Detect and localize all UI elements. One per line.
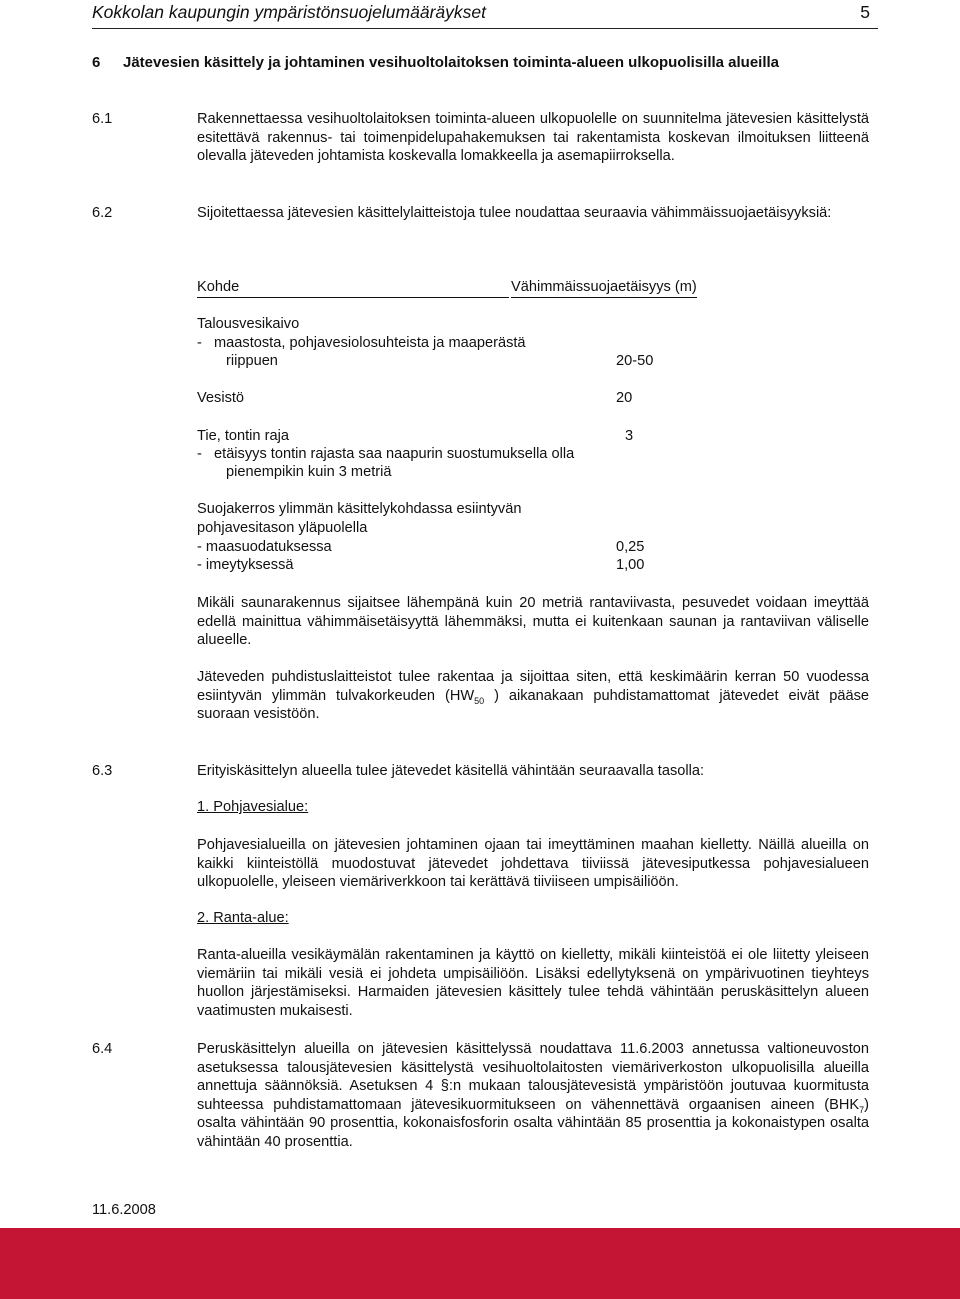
document-title: Kokkolan kaupungin ympäristönsuojelumääräykset bbox=[92, 2, 486, 22]
row-suojakerros-line1: Suojakerros ylimmän käsittelykohdassa esiintyvän bbox=[197, 501, 522, 517]
bhk-subscript: 7 bbox=[859, 1104, 865, 1115]
section-6-4-text: Peruskäsittelyn alueilla on jätevesien käsittelyssä noudattava 11.6.2003 annetussa valtioneuvoston asetuksessa talousjätevesien käsittelystä vesihuoltolaitosten viemäriverkoston ulkopuolisilla alueilla annettuja säännöksiä. Asetuksen 4 §:n mukaan talousjätevesistä ympäristöön joutuvaa kuormitusta suhteessa puhdistamattomaan jätevesikuormitukseen on vähennettävä orgaanisen aineen $(BHK_7)$ osalta vähintään 90 prosenttia, kokonaisfosforin osalta vähintään 85 prosenttia ja kokonaistypen osalta vähintään 40 prosenttia. bbox=[197, 1041, 869, 1150]
row-vesisto-label: Vesistö bbox=[197, 390, 245, 406]
section-6-number: 6 bbox=[92, 54, 101, 71]
section-6-title: Jätevesien käsittely ja johtaminen vesihuoltolaitoksen toiminta-alueen ulkopuolisilla alueilla bbox=[123, 54, 780, 71]
page-header bbox=[92, 0, 878, 29]
row-vesisto-value: 20 bbox=[616, 390, 633, 406]
row-imeytys-value: 1,00 bbox=[616, 557, 645, 573]
bottom-color-bar bbox=[0, 1228, 960, 1299]
row-tie-label: Tie, tontin raja bbox=[197, 428, 289, 444]
row-talousvesikaivo-value: 20-50 bbox=[616, 353, 654, 369]
hw-subscript: 50 bbox=[474, 695, 485, 706]
row-imeytys-label: - imeytyksessä bbox=[197, 557, 294, 573]
row-talousvesikaivo-sub2: riippuen bbox=[226, 353, 278, 369]
row-talousvesikaivo-sub1: - maastosta, pohjavesiolosuhteista ja maaperästä bbox=[197, 335, 526, 351]
section-6-1-text: Rakennettaessa vesihuoltolaitoksen toiminta-alueen ulkopuolelle on suunnitelma jätevesien käsittelystä esitettävä rakennus- tai toimenpidelupahakemuksen tai rakentamista koskevan ilmoituksen liitteenä olevalla jäteveden johtamista koskevalla lomakkeella ja asemapiirroksella. bbox=[197, 111, 869, 164]
page-number: 5 bbox=[860, 2, 870, 22]
section-6-4-number: 6.4 bbox=[92, 1041, 113, 1057]
section-6-3-number: 6.3 bbox=[92, 763, 113, 779]
section-6-2-number: 6.2 bbox=[92, 205, 113, 221]
paragraph-sauna: Mikäli saunarakennus sijaitsee lähempänä kuin 20 metriä rantaviivasta, pesuvedet voidaan imeyttää edellä mainittua vähimmäisetäisyyttä lähemmäksi, mutta ei kuitenkaan saunan ja rantaviivan väliselle alueelle. bbox=[197, 595, 869, 648]
paragraph-ranta-alue: Ranta-alueilla vesikäymälän rakentaminen ja käyttö on kielletty, mikäli kiinteistöä ei ole liitetty yleiseen viemäriin tai mikäli vesiä ei johdeta umpisäiliöön. Lisäksi edellytyksenä on ympärivuotinen tieyhteys huollon järjestämiseksi. Harmaiden jätevesien käsittely tulee tehdä vähintään peruskäsittelyn alueen vaatimusten mukaisesti. bbox=[197, 947, 869, 1019]
section-6-2-intro: Sijoitettaessa jätevesien käsittelylaitteistoja tulee noudattaa seuraavia vähimmäissuojaetäisyyksiä: bbox=[197, 205, 832, 221]
paragraph-flood-level: Jäteveden puhdistuslaitteistot tulee rakentaa ja sijoittaa siten, että keskimäärin kerran 50 vuodessa esiintyvän ylimmän tulvakorkeuden ($HW_{50}$ ) aikanakaan puhdistamattomat jätevedet eivät pääse suoraan vesistöön. bbox=[197, 669, 869, 722]
row-maasuodatus-label: - maasuodatuksessa bbox=[197, 539, 332, 555]
paragraph-pohjavesialue: Pohjavesialueilla on jätevesien johtaminen ojaan tai imeyttäminen maahan kielletty. Näillä alueilla on kaikki kiinteistöllä muodostuvat jätevedet johdettava tiiviissä jätevesiputkessa pohjavesialueen ulkopuolelle, yleiseen viemäriverkkoon tai kerättävä tiiviiseen umpisäiliöön. bbox=[197, 837, 869, 890]
section-6-1-number: 6.1 bbox=[92, 111, 113, 127]
column-kohde: Kohde bbox=[197, 278, 509, 298]
row-talousvesikaivo-label: Talousvesikaivo bbox=[197, 316, 300, 332]
row-tie-value: 3 bbox=[625, 428, 634, 444]
section-6-3-intro: Erityiskäsittelyn alueella tulee jätevedet käsitellä vähintään seuraavalla tasolla: bbox=[197, 763, 705, 779]
row-maasuodatus-value: 0,25 bbox=[616, 539, 645, 555]
row-tie-sub2: pienempikin kuin 3 metriä bbox=[226, 464, 392, 480]
distance-table-header bbox=[197, 278, 717, 298]
heading-pohjavesialue: 1. Pohjavesialue: bbox=[197, 799, 309, 815]
row-suojakerros-line2: pohjavesitason yläpuolella bbox=[197, 520, 368, 536]
heading-ranta-alue: 2. Ranta-alue: bbox=[197, 910, 289, 926]
column-distance: Vähimmäissuojaetäisyys (m) bbox=[511, 278, 697, 298]
row-tie-sub1: - etäisyys tontin rajasta saa naapurin suostumuksella olla bbox=[197, 446, 575, 462]
footer-date: 11.6.2008 bbox=[92, 1202, 156, 1218]
